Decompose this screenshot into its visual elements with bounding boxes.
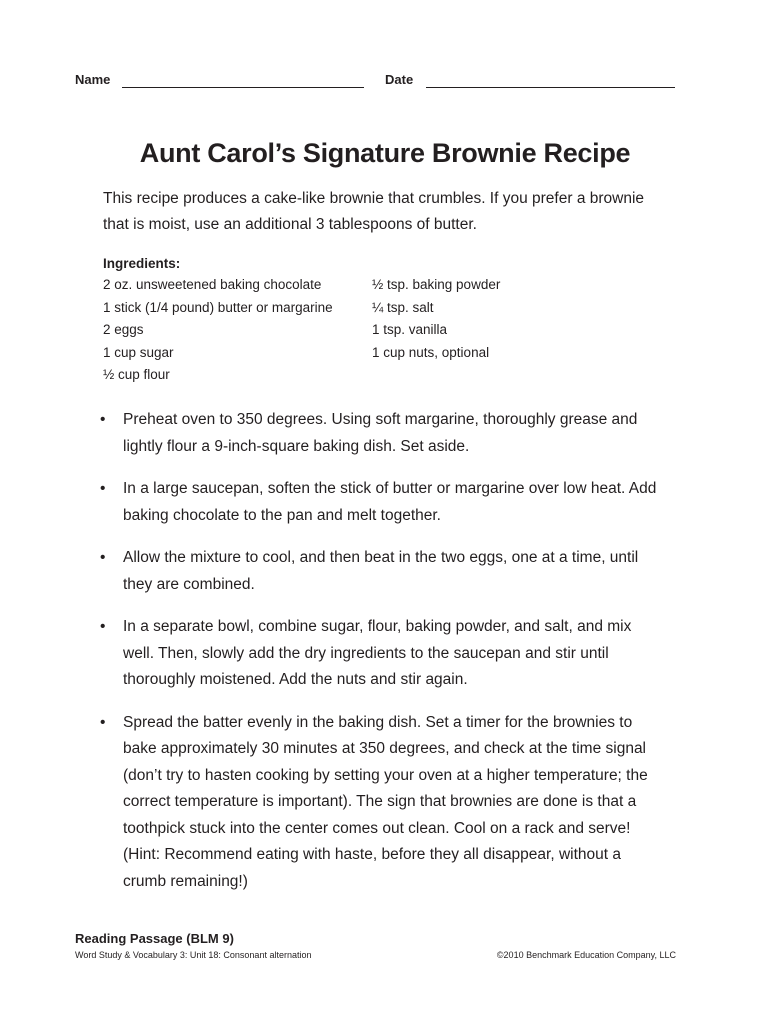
- date-blank-line[interactable]: [426, 87, 675, 88]
- instruction-step: [100, 614, 660, 694]
- instruction-text: In a large saucepan, soften the stick of butter or margarine over low heat. Add baking chocolate to the pan and melt together.: [123, 480, 657, 524]
- footer-left: [75, 930, 311, 962]
- bullet-icon: •: [100, 411, 106, 428]
- ingredient-item: ¼ tsp. salt: [372, 299, 434, 315]
- ingredient-item: 2 eggs: [103, 322, 144, 337]
- ingredients-right-column: [372, 274, 500, 364]
- instruction-text: Spread the batter evenly in the baking dish. Set a timer for the brownies to bake approximately 30 minutes at 350 degrees, and check at the time signal (don’t try to hasten cooking by setting your oven at a higher temperature; the correct temperature is important). The sign that brownies are done is that a toothpick stuck into the center comes out clean. Cool on a rack and serve! (Hint: Recommend eating with haste, before they all disappear, without a crumb remaining!): [123, 713, 648, 890]
- instruction-step: [100, 545, 660, 598]
- instruction-step: [100, 476, 660, 529]
- ingredient-item: 1 cup sugar: [103, 344, 174, 360]
- ingredient-item: ½ tsp. baking powder: [372, 277, 501, 292]
- footer-copyright: ©2010 Benchmark Education Company, LLC: [496, 950, 676, 960]
- instruction-text: Allow the mixture to cool, and then beat in the two eggs, one at a time, until they are combined.: [123, 549, 639, 593]
- ingredients-section: [103, 253, 663, 382]
- ingredients-heading: Ingredients:: [103, 256, 181, 271]
- intro-paragraph: This recipe produces a cake-like brownie that crumbles. If you prefer a brownie that is moist, use an additional 3 tablespoons of butter.: [103, 190, 645, 233]
- ingredient-item: 1 stick (1/4 pound) butter or margarine: [103, 299, 333, 315]
- header-row: [75, 72, 675, 92]
- instruction-step: [100, 407, 660, 460]
- bullet-icon: •: [100, 618, 106, 635]
- instructions-list: [100, 407, 660, 911]
- bullet-icon: •: [100, 549, 106, 566]
- instruction-text: Preheat oven to 350 degrees. Using soft margarine, thoroughly grease and lightly flour a 9-inch-square baking dish. Set aside.: [123, 411, 638, 455]
- name-label: Name: [75, 72, 111, 87]
- ingredients-left-column: [103, 274, 333, 387]
- footer-title: Reading Passage (BLM 9): [75, 931, 234, 946]
- ingredient-item: 2 oz. unsweetened baking chocolate: [103, 277, 322, 292]
- date-label: Date: [385, 72, 414, 87]
- page-title: Aunt Carol’s Signature Brownie Recipe: [139, 138, 631, 168]
- bullet-icon: •: [100, 713, 106, 731]
- ingredient-item: ½ cup flour: [103, 367, 170, 382]
- footer-subtitle: Word Study & Vocabulary 3: Unit 18: Consonant alternation: [75, 950, 312, 960]
- ingredient-item: 1 tsp. vanilla: [372, 322, 448, 337]
- ingredient-item: 1 cup nuts, optional: [372, 344, 490, 360]
- name-blank-line[interactable]: [122, 87, 364, 88]
- bullet-icon: •: [100, 480, 106, 497]
- instruction-text: In a separate bowl, combine sugar, flour, baking powder, and salt, and mix well. Then, slowly add the dry ingredients to the saucepan and stir until thoroughly moistened. Add the nuts and stir again.: [123, 618, 632, 688]
- instruction-step: [100, 710, 660, 896]
